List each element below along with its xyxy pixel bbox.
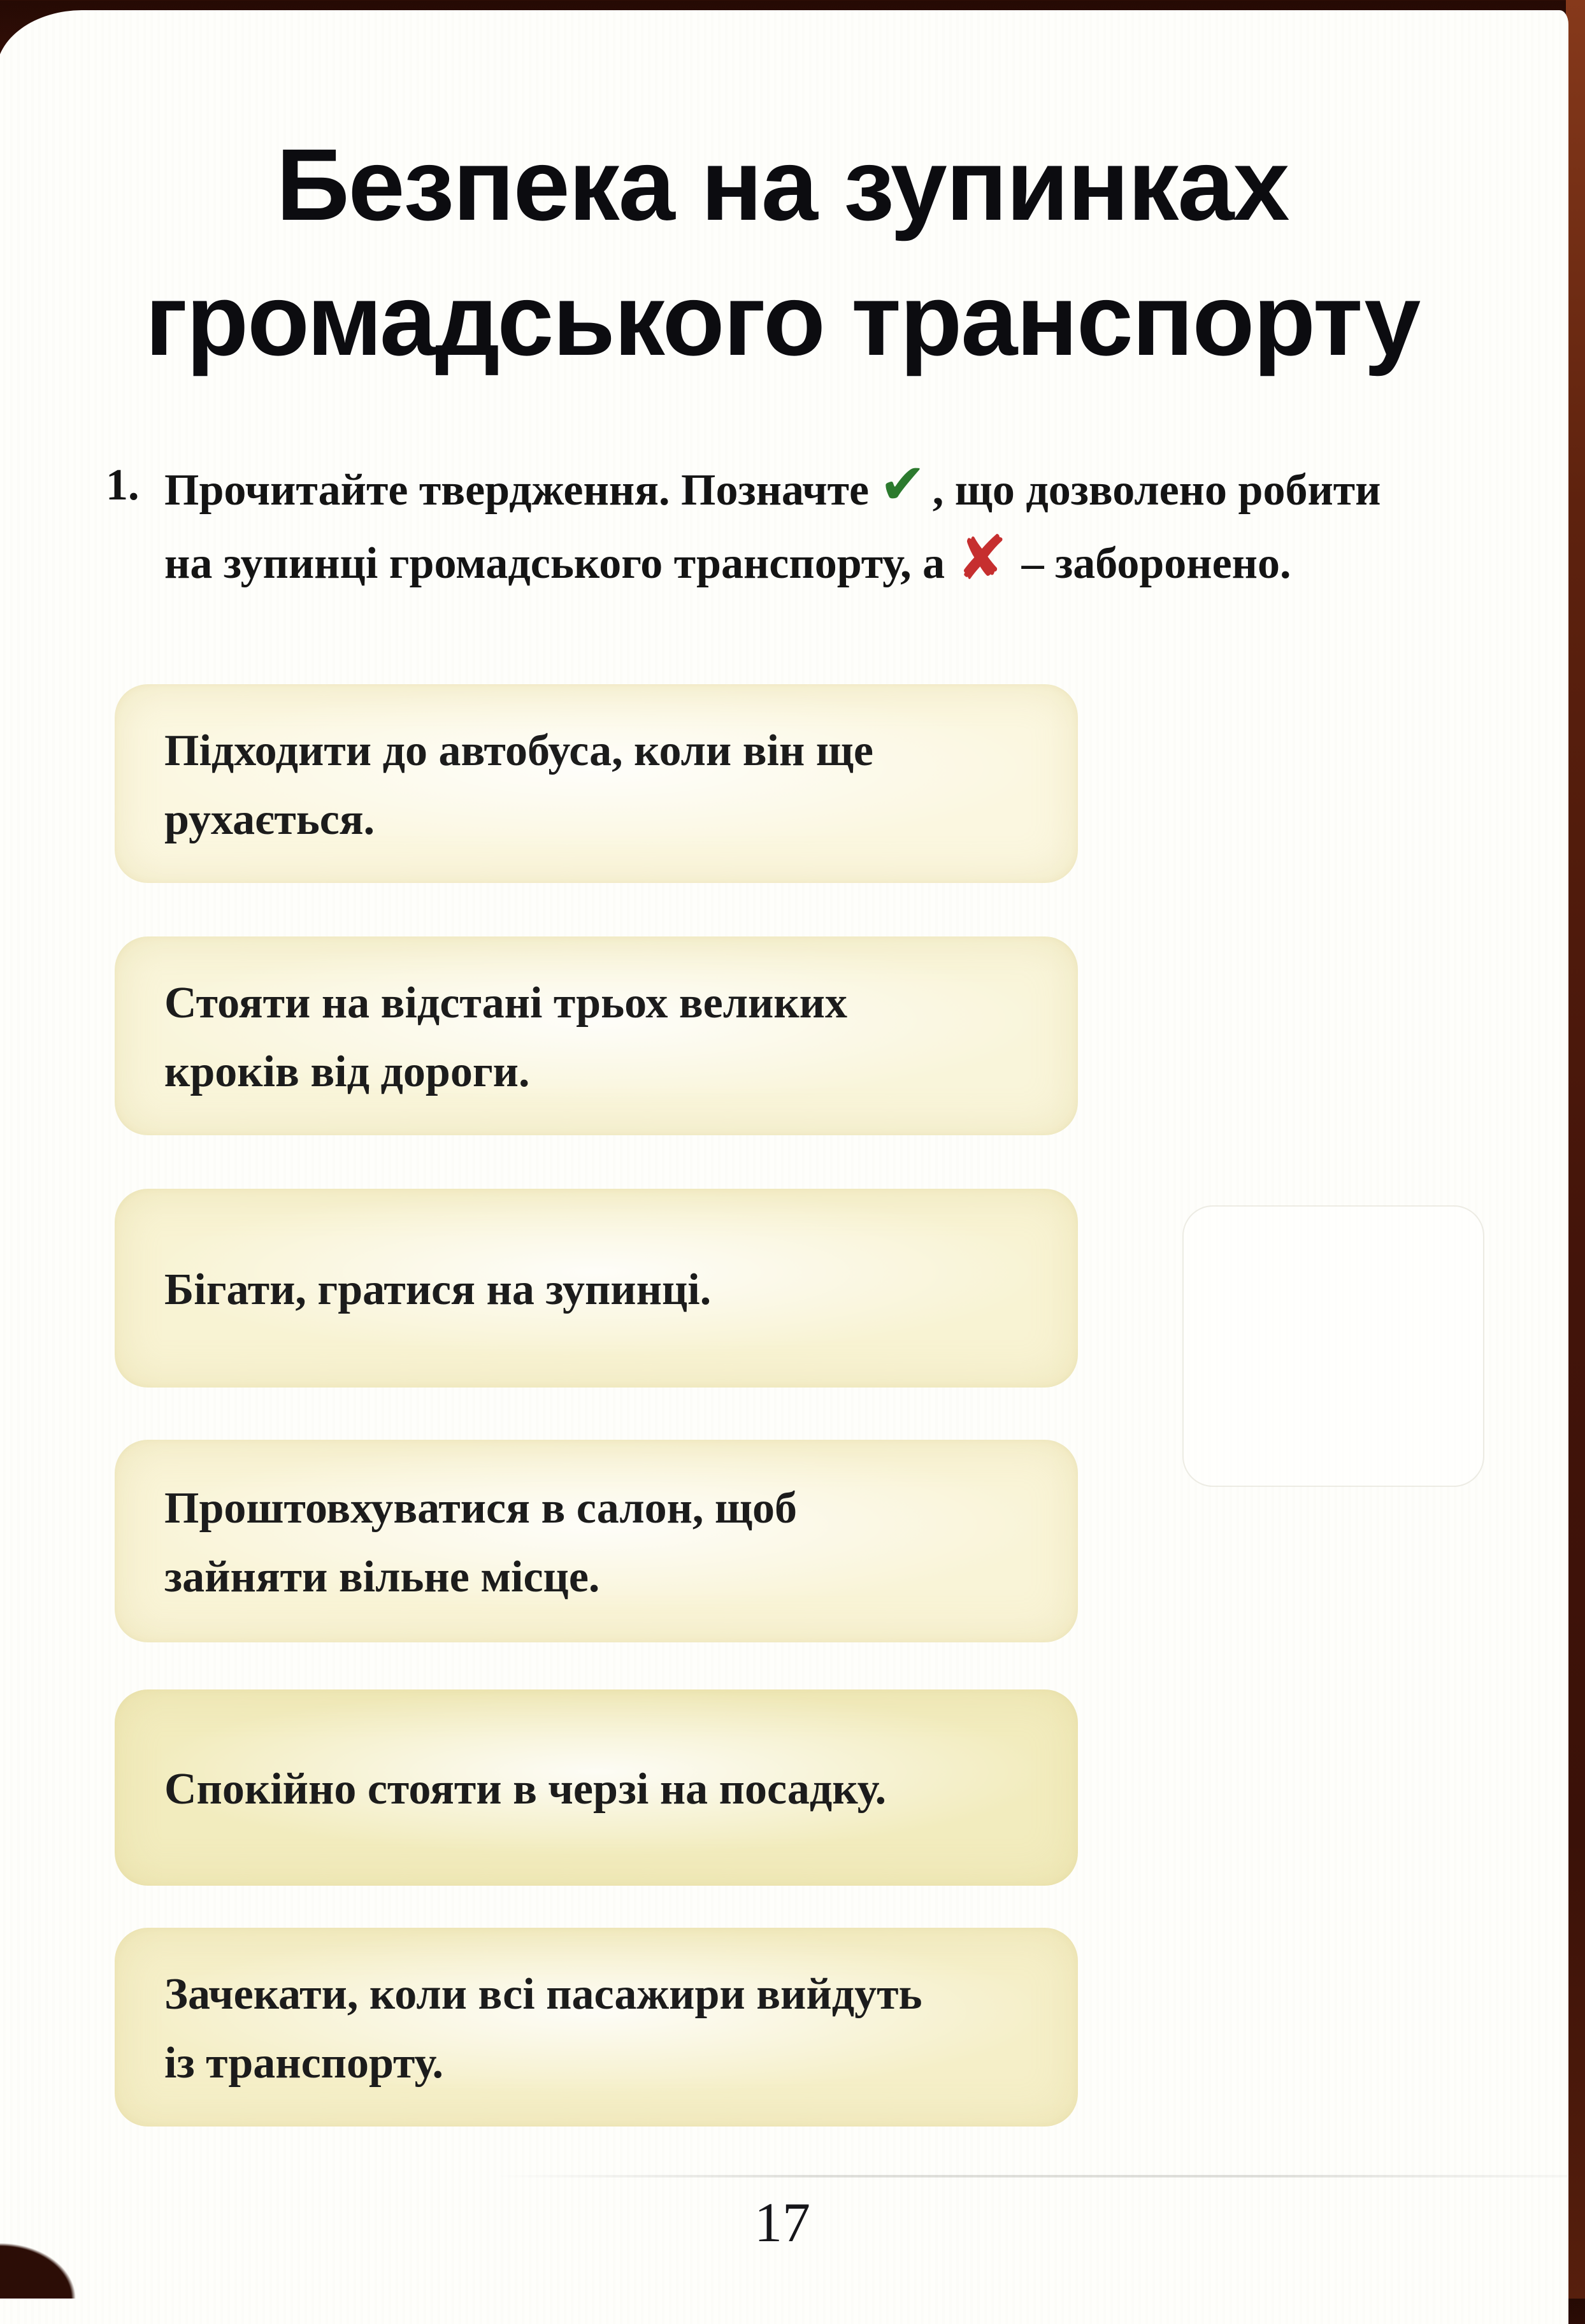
faint-empty-card [1182, 1205, 1484, 1487]
task-instruction-line1 [106, 452, 1495, 524]
page-title [0, 117, 1568, 387]
statement-card-6 [115, 1928, 1078, 2127]
statement-text: Проштовхуватися в салон, щоб [164, 1484, 798, 1533]
statement-text: зайняти вільне місце. [164, 1553, 600, 1602]
statement-text: Підходити до автобуса, коли він ще [164, 726, 873, 775]
page-title-line2: громадського транспорту [145, 262, 1420, 377]
task-instruction-line2 [106, 524, 1495, 597]
statement-text: із транспорту. [164, 2039, 443, 2088]
statement-text: кроків від дороги. [164, 1047, 530, 1096]
task-text: , що дозволено робити [932, 466, 1381, 515]
book-edge-bottom-left [0, 2242, 76, 2299]
statement-text: Бігати, гратися на зупинці. [164, 1265, 712, 1314]
task-text: – заборонено. [1021, 539, 1291, 588]
task-text: на зупинці громадського транспорту, а [164, 539, 945, 588]
task-text: Прочитайте твердження. Позначте [164, 466, 870, 515]
task-instruction [106, 452, 1495, 597]
statement-text: Стояти на відстані трьох великих [164, 979, 848, 1028]
statement-text: Зачекати, коли всі пасажири вийдуть [164, 1970, 922, 2019]
statement-card-5 [115, 1689, 1078, 1886]
checkmark-icon: ✔ [879, 451, 926, 517]
book-edge-right [1566, 0, 1585, 2299]
statement-card-1 [115, 684, 1078, 883]
statement-card-3 [115, 1189, 1078, 1388]
cross-icon: ✘ [956, 522, 1008, 594]
task-number: 1. [106, 461, 140, 510]
statement-card-4 [115, 1440, 1078, 1642]
statement-text: рухається. [164, 795, 375, 844]
page-number: 17 [754, 2192, 810, 2254]
statement-text: Спокійно стояти в черзі на посадку. [164, 1765, 887, 1814]
statement-card-2 [115, 936, 1078, 1135]
workbook-page [0, 10, 1568, 2324]
page-title-line1: Безпека на зупинках [276, 127, 1289, 241]
page-curl-shadow [493, 2175, 1570, 2177]
